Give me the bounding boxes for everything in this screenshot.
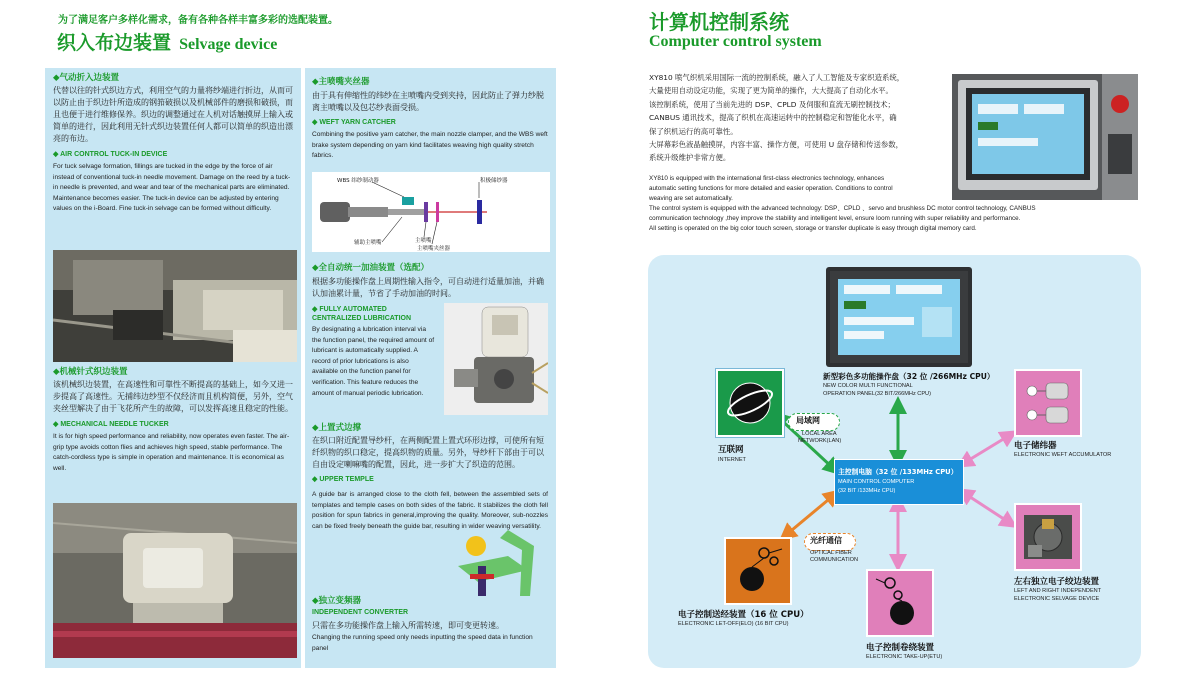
right-title-en: Computer control system	[649, 33, 822, 50]
diagram-label-aux: 辅助主喷嘴	[354, 240, 382, 246]
lube-body-en: By designating a lubrication interval via the function panel, the required amount of lubricant is automatically supplied. A record of prior lubrications is also available on the function panel for verification. This feature reduces the amount of manual periodic lubrication.	[312, 326, 435, 397]
weft-catcher-section	[312, 77, 550, 162]
weft-catcher-body-cn: 由于具有伸缩性的纬纱在主喷嘴内受到夹持，因此防止了弹力纱脱离主喷嘴以及包芯纱表面受损。	[312, 91, 544, 112]
weft-accumulator-box	[1014, 369, 1082, 437]
intro-cn-line: XY810 喷气织机采用国际一流的控制系统，融入了人工智能及专家织造系统，	[649, 73, 905, 82]
accumulator-icon	[1016, 371, 1080, 435]
lube-en-section	[312, 305, 436, 399]
accumulator-label-en: ELECTRONIC WEFT ACCUMULATOR	[1014, 452, 1112, 458]
selvage-label-en-1: LEFT AND RIGHT INDEPENDENT	[1014, 588, 1102, 594]
left-tagline: 为了满足客户多样化需求，备有各种各样丰富多彩的选配装置。	[58, 15, 338, 26]
air-tuck-heading-cn: ◆气动折入边装置	[53, 73, 120, 83]
weft-catcher-heading-en: ◆ WEFT YARN CATCHER	[312, 119, 396, 126]
intro-cn-line: 系统升级维护非常方便。	[649, 153, 731, 163]
intro-en-line: The control system is equipped with the advanced technology: DSP、CPLD 、servo and brushless DC motor control technology, CANBUS	[649, 205, 1036, 212]
lan-label-en-2: NETWORK(LAN)	[798, 438, 842, 444]
mech-tuck-body-en: It is for high speed performance and reliability, now operates even faster. The air-grip type avoids cotton flies and achieves high speed, stable performance. The catch-cordless type is simple in operation and maintenance. It is economical as well.	[53, 433, 290, 472]
loom-photo-illustration	[53, 250, 297, 362]
converter-body-cn: 只需在多功能操作盘上输入所需转速，即可变更转速。	[312, 621, 504, 630]
intro-cn-line: 大屏幕彩色液晶触摸屏，内容丰富、操作方便，可使用 U 盘存储和传送参数，	[649, 140, 904, 150]
main-control-label-en-2: (32 BIT /133MHz CPU)	[838, 488, 896, 494]
air-tuck-section	[53, 73, 295, 215]
takeup-box	[866, 569, 934, 637]
intro-cn	[649, 71, 949, 165]
weft-catcher-body-en: Combining the positive yarn catcher, the main nozzle clamper, and the WBS weft brake system depending on yarn kind facilitates weaving high quality stretch fabrics.	[312, 131, 548, 160]
takeup-icon	[868, 571, 932, 635]
temple-diagram	[438, 510, 538, 600]
tucker-photo-illustration	[53, 503, 297, 658]
selvage-label-en-2: ELECTRONIC SELVAGE DEVICE	[1014, 596, 1100, 602]
right-title-cn: 计算机控制系统	[649, 10, 789, 34]
selvage-device-box	[1014, 503, 1082, 571]
lube-body-cn: 根据多功能操作盘上周期性输入指令，可自动进行适量加油，并确认加油累计量，节省了手动加油的时间。	[312, 277, 544, 298]
converter-heading-en: INDEPENDENT CONVERTER	[312, 609, 409, 616]
selvage-label-cn: 左右独立电子绞边装置	[1014, 577, 1100, 587]
lube-heading-cn: ◆全自动统一加油装置（选配）	[312, 263, 430, 273]
panel-label-en-1: NEW COLOR MULTI FUNCTIONAL	[823, 383, 913, 389]
intro-cn-line: 保了织机运行的高可靠性。	[649, 126, 738, 136]
lube-heading-en-1: ◆ FULLY AUTOMATED	[312, 306, 387, 313]
air-tuck-body-cn: 代替以往的针式织边方式，利用空气的力量将纱端进行折边，从而可以防止由于织边针所造成的钢筘破损以及机械部件的磨损和破损，而且也便于进行维修保养。织边的调整通过在人机对话触摸屏上输入或简单的进行，因此利用无针式织边装置任何人都可以简单的织造出漂亮的布边。	[53, 86, 293, 143]
fiber-label-en-1: OPTICAL FIBER	[810, 550, 852, 556]
lan-label-cn: 局域网	[796, 416, 820, 425]
converter-section	[312, 596, 550, 654]
lube-section	[312, 263, 550, 300]
air-tuck-body-en: For tuck selvage formation, fillings are tucked in the edge by the force of air instead of conventional tuck-in needle movement. Damage on the reed by a tuck-in needle is prevented, and wear and tear of the mechanical parts are eliminated. Maintenance becomes easier. The tuck-in device can be adjusted by entering values on the i-Board. Fine tuck-in selvage can be formed without difficulty.	[53, 163, 291, 213]
converter-heading-cn: ◆独立变频器	[312, 596, 362, 606]
converter-body-en: Changing the running speed only needs inputting the speed data in function panel	[312, 634, 533, 652]
mech-tuck-section	[53, 367, 295, 474]
lube-photo	[444, 303, 548, 415]
accumulator-label-cn: 电子储纬器	[1014, 441, 1057, 451]
left-title-en: Selvage device	[179, 36, 278, 53]
panel-label-en-2: OPERATION PANEL(32 BIT/266MHz CPU)	[823, 391, 931, 397]
temple-body-en: A guide bar is arranged close to the cloth fell, between the assembled sets of templates and temple cases on both sides of the fabric. It stabilizes the cloth fell position for spun fabrics in general,improving the quality. Moreover, sub-nozzles can be fixed freely beneath the guide bar, resulting in wider weaving versatility.	[312, 491, 548, 530]
intro-cn-line: CANBUS 通讯技术，提高了织机在高速运转中的控制稳定和智能化水平，确	[649, 113, 897, 123]
weft-catcher-heading-cn: ◆主喷嘴夹丝器	[312, 77, 370, 87]
intro-cn-line: 该控制系统，使用了当前先进的 DSP、CPLD 及伺服和直流无刷控制技术；	[649, 99, 895, 109]
intro-en-line: communication technology ,they improve the stability and intelligent level, ensure loom running with super reliability and performance.	[649, 215, 1021, 222]
intro-en-line: All setting is operated on the big color touch screen, storage or transfer duplicate is easy through digital memory card.	[649, 225, 977, 232]
left-title-cn: 织入布边装置	[57, 32, 172, 54]
mech-tuck-body-cn: 该机械织边装置，在高速性和可靠性不断提高的基础上，如今又进一步提高了高速性。无捕纬边纱型不仅经济而且机构简便，另外，空气夹丝型解决了由于飞花所产生的故障，可以发挥高速且稳定的性能。	[53, 380, 293, 413]
internet-box	[716, 369, 784, 437]
intro-en	[649, 174, 1149, 234]
diagram-label-main: 主喷嘴	[415, 238, 432, 244]
intro-en-line: weaving are set automatically.	[649, 195, 733, 202]
temple-section	[312, 423, 550, 485]
main-control-label-en-1: MAIN CONTROL COMPUTER	[838, 479, 915, 485]
operation-panel-photo	[826, 267, 972, 367]
intro-cn-line: 大量使用自动设定功能，实现了更为简单的操作，大大提高了自动化水平。	[649, 86, 893, 96]
fiber-label-en-2: COMMUNICATION	[810, 557, 859, 563]
system-diagram	[648, 255, 1141, 668]
fiber-label-cn: 光纤通信	[810, 536, 842, 545]
weft-catcher-diagram	[312, 172, 550, 252]
temple-heading-cn: ◆上置式边撑	[312, 423, 362, 433]
air-tuck-heading-en: ◆ AIR CONTROL TUCK-IN DEVICE	[53, 151, 168, 158]
letoff-label-cn: 电子控制送经装置（16 位 CPU）	[678, 610, 809, 620]
temple-heading-en: ◆ UPPER TEMPLE	[312, 476, 374, 483]
mech-tuck-heading-cn: ◆机械针式织边装置	[53, 367, 128, 377]
internet-label-en: INTERNET	[718, 457, 746, 463]
left-title	[57, 28, 277, 55]
air-tuck-photo	[53, 250, 297, 362]
globe-icon	[718, 371, 782, 435]
diagram-label-catcher: 积极储纱器	[480, 178, 508, 184]
internet-label-cn: 互联网	[718, 445, 744, 455]
intro-en-line: XY810 is equipped with the international first-class electronics technology, enhances	[649, 175, 885, 182]
panel-label-cn: 新型彩色多功能操作盘（32 位 /266MHz CPU）	[823, 372, 995, 381]
operation-panel-illustration	[826, 267, 972, 367]
main-control-box	[834, 459, 964, 505]
temple-body-cn: 在织口附近配置导纱杆，在两侧配置上置式环形边撑，可使所有短纤织物的织口稳定，提高织物的质量。另外，导纱杆下部由于可以自由设定喇嘛嘴的配置，因此，进一步扩大了织造的范围。	[312, 436, 544, 469]
takeup-label-en: ELECTRONIC TAKE-UP(ETU)	[866, 654, 943, 660]
diagram-label-wbs: WBS 纬纱制动器	[337, 178, 379, 184]
takeup-label-cn: 电子控制卷绕装置	[866, 643, 935, 653]
main-control-label-cn: 主控制电脑（32 位 /133MHz CPU）	[838, 468, 958, 476]
letoff-label-en: ELECTRONIC LET-OFF(ELO) (16 BIT CPU)	[678, 621, 789, 627]
intro-en-line: automatic setting functions for more detailed and easier operation. Conditions to control	[649, 185, 893, 192]
selvage-device-icon	[1016, 505, 1080, 569]
lan-label-en-1: LOCAL AREA	[802, 431, 837, 437]
mech-tuck-photo	[53, 503, 297, 658]
lube-pump-illustration	[444, 303, 548, 415]
mech-tuck-heading-en: ◆ MECHANICAL NEEDLE TUCKER	[53, 421, 169, 428]
diagram-label-clamp: 主喷嘴夹丝器	[417, 246, 451, 252]
letoff-box	[724, 537, 792, 605]
lube-heading-en-2: CENTRALIZED LUBRICATION	[312, 315, 412, 322]
letoff-icon	[726, 539, 790, 603]
temple-illustration	[438, 510, 538, 600]
